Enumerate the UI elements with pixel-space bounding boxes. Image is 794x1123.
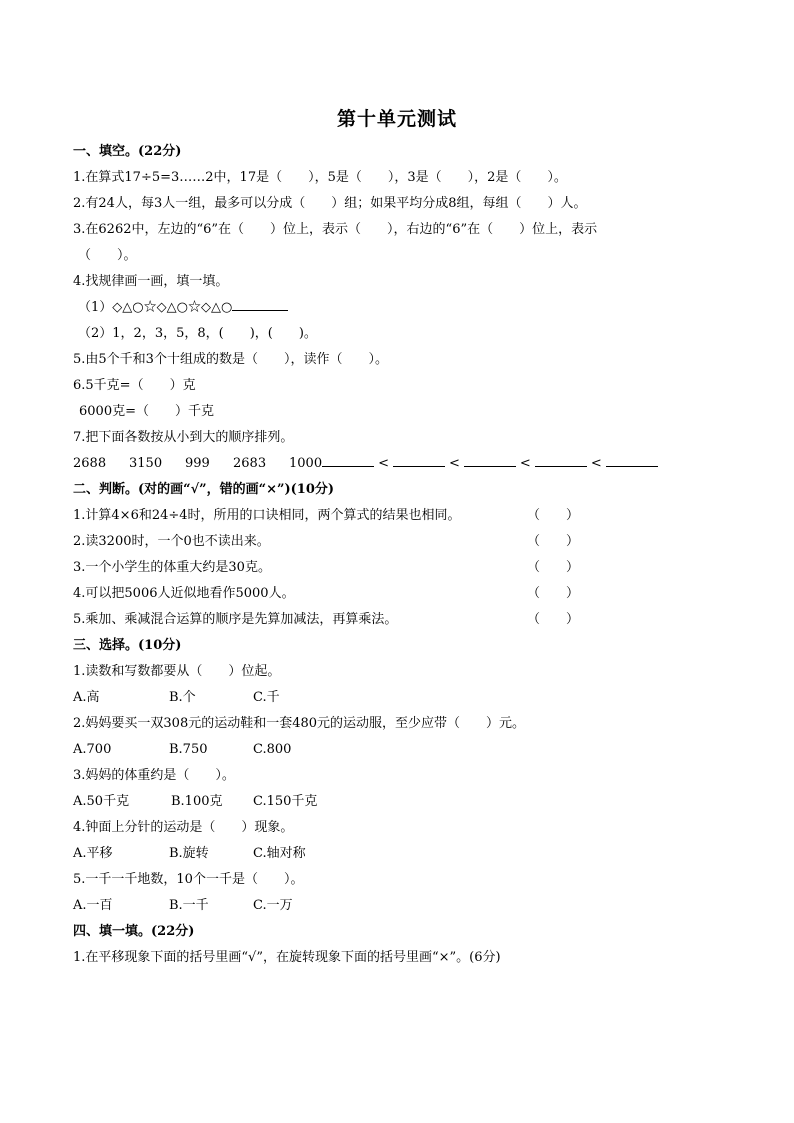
less-than-sign: < xyxy=(590,456,602,471)
s1-question-6a: 6.5千克=（ ）克 xyxy=(73,378,196,393)
option-b: B.旋转 xyxy=(169,846,209,861)
option-a: A.一百 xyxy=(73,898,113,913)
section-1-heading: 一、填空。(22分) xyxy=(73,144,182,159)
answer-bracket: （ ） xyxy=(527,534,580,549)
answer-bracket: （ ） xyxy=(527,586,580,601)
answer-bracket: （ ） xyxy=(527,560,580,575)
option-c: C.千 xyxy=(253,690,280,705)
less-than-sign: < xyxy=(449,456,460,471)
pattern-shapes: （1）◇△○☆◇△○☆◇△○ xyxy=(78,300,233,315)
page-title: 第十单元测试 xyxy=(336,108,457,130)
s3-options-5 xyxy=(73,896,293,916)
option-b: B.个 xyxy=(169,690,196,705)
number-item: 2683 xyxy=(233,456,267,471)
option-a: A.高 xyxy=(73,690,100,705)
option-c: C.800 xyxy=(253,742,292,757)
section-4-heading: 四、填一填。(22分) xyxy=(73,924,195,939)
s3-options-1 xyxy=(73,688,280,708)
answer-bracket: （ ） xyxy=(527,508,580,523)
section-3-heading: 三、选择。(10分) xyxy=(73,638,182,653)
s3-question-2: 2.妈妈要买一双308元的运动鞋和一套480元的运动服，至少应带（ ）元。 xyxy=(73,716,526,731)
number-item: 3150 xyxy=(129,456,163,471)
s2-item-3: 3.一个小学生的体重大约是30克。 xyxy=(73,560,271,575)
s3-options-3 xyxy=(73,792,317,812)
s2-item-2: 2.读3200时，一个0也不读出来。 xyxy=(73,534,270,549)
s2-item-1: 1.计算4×6和24÷4时，所用的口诀相同，两个算式的结果也相同。 xyxy=(73,508,461,523)
less-than-sign: < xyxy=(519,456,531,471)
s1-question-7-numbers xyxy=(73,454,658,474)
section-2-heading: 二、判断。(对的画“√”，错的画“×”)(10分) xyxy=(73,482,335,497)
answer-blank xyxy=(535,454,587,467)
s1-question-2: 2.有24人，每3人一组，最多可以分成（ ）组；如果平均分成8组，每组（ ）人。 xyxy=(73,196,587,211)
s4-question-1: 1.在平移现象下面的括号里画“√”，在旋转现象下面的括号里画“×”。(6分) xyxy=(73,950,501,965)
s1-question-3-cont: （ ）。 xyxy=(78,248,137,263)
number-item: 2688 xyxy=(73,456,107,471)
less-than-sign: < xyxy=(378,456,389,471)
answer-blank xyxy=(393,454,445,467)
s1-question-6b: 6000克=（ ）千克 xyxy=(79,404,214,419)
option-a: A.平移 xyxy=(73,846,113,861)
number-item: 999 xyxy=(185,456,210,471)
answer-bracket: （ ） xyxy=(527,612,580,627)
s1-question-4-2: （2）1，2，3，5，8，( )，( )。 xyxy=(78,326,317,341)
answer-blank xyxy=(606,454,658,467)
answer-blank xyxy=(232,298,288,311)
s1-question-5: 5.由5个千和3个十组成的数是（ ），读作（ ）。 xyxy=(73,352,388,367)
s3-options-2 xyxy=(73,740,291,760)
option-c: C.一万 xyxy=(253,898,293,913)
s1-question-7: 7.把下面各数按从小到大的顺序排列。 xyxy=(73,430,294,445)
option-b: B.750 xyxy=(169,742,208,757)
s1-question-3: 3.在6262中，左边的“6”在（ ）位上，表示（ ），右边的“6”在（ ）位上，表示 xyxy=(73,222,598,237)
number-item: 1000 xyxy=(289,456,323,471)
s3-options-4 xyxy=(73,844,306,864)
option-c: C.150千克 xyxy=(253,794,318,809)
s3-question-5: 5.一千一千地数，10个一千是（ ）。 xyxy=(73,872,304,887)
answer-blank xyxy=(464,454,516,467)
option-c: C.轴对称 xyxy=(253,846,306,861)
option-b: B.100克 xyxy=(171,794,223,809)
answer-blank xyxy=(322,454,374,467)
s3-question-4: 4.钟面上分针的运动是（ ）现象。 xyxy=(73,820,294,835)
option-a: A.700 xyxy=(73,742,112,757)
s3-question-3: 3.妈妈的体重约是（ ）。 xyxy=(73,768,235,783)
option-b: B.一千 xyxy=(169,898,209,913)
s3-question-1: 1.读数和写数都要从（ ）位起。 xyxy=(73,664,281,679)
s1-question-1: 1.在算式17÷5=3……2中，17是（ ），5是（ ），3是（ ），2是（ ）。 xyxy=(73,170,567,185)
s1-question-4: 4.找规律画一画，填一填。 xyxy=(73,274,229,289)
s2-item-5: 5.乘加、乘减混合运算的顺序是先算加减法，再算乘法。 xyxy=(73,612,398,627)
option-a: A.50千克 xyxy=(73,794,130,809)
s2-item-4: 4.可以把5006人近似地看作5000人。 xyxy=(73,586,295,601)
s1-question-4-1 xyxy=(78,298,288,318)
